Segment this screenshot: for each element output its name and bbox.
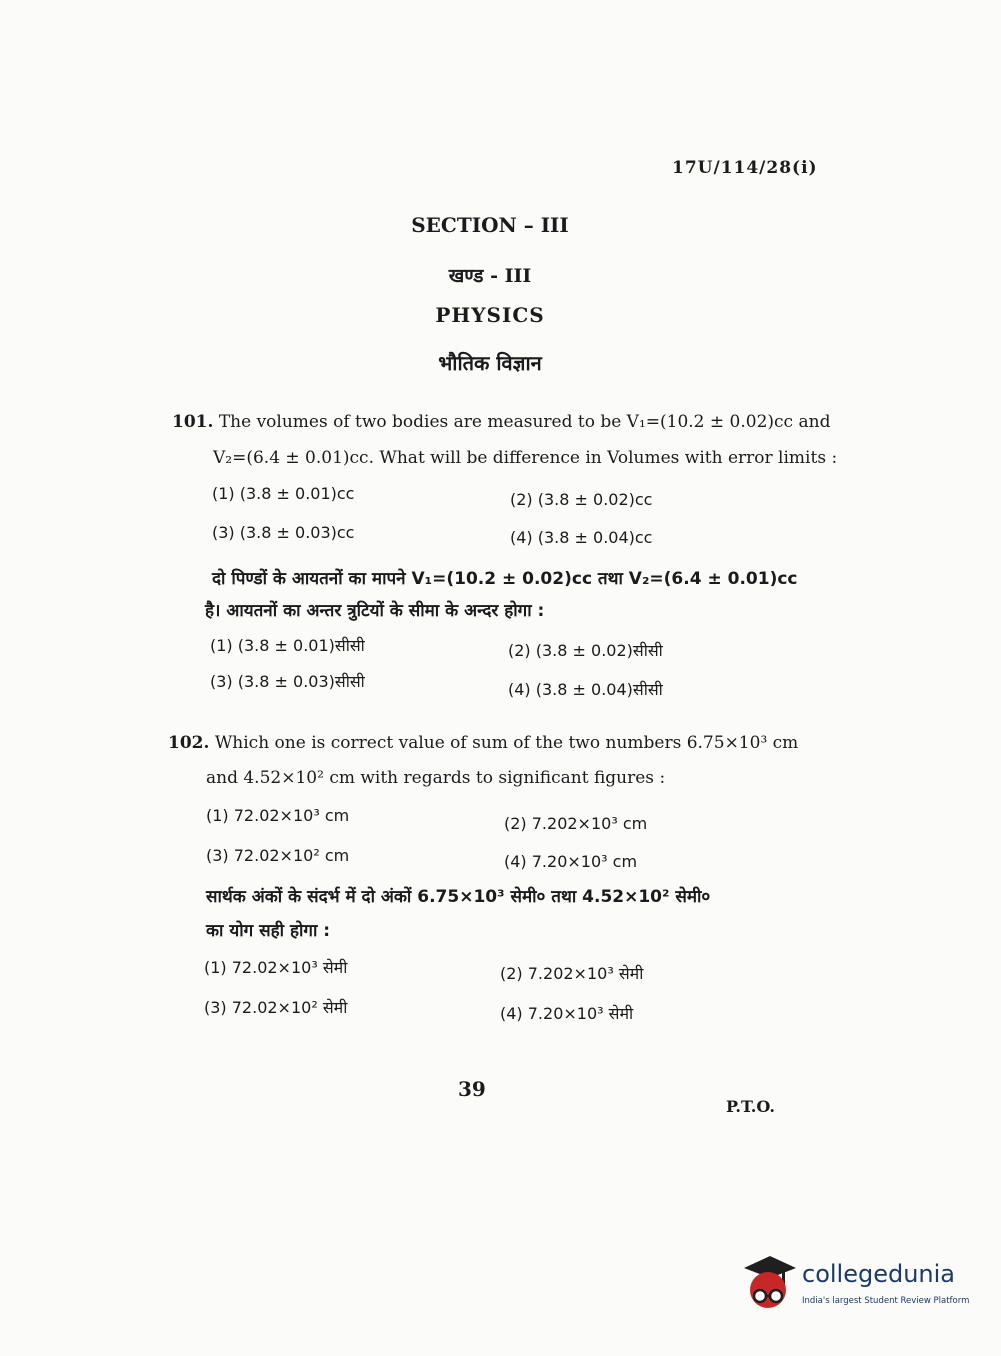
- question-102-line2: and 4.52×10² cm with regards to significant figures :: [206, 768, 666, 788]
- hindi-option-4: (4) 7.20×10³ सेमी: [500, 1004, 634, 1023]
- question-101-hindi-line2: है। आयतनों का अन्तर त्रुटियों के सीमा के अन्दर होगा :: [205, 601, 545, 621]
- question-text: Which one is correct value of sum of the two numbers 6.75×10³ cm: [214, 733, 799, 753]
- mascot-icon: [740, 1252, 798, 1314]
- logo-tagline: India's largest Student Review Platform: [802, 1296, 970, 1306]
- option-2: (2) (3.8 ± 0.02)cc: [510, 490, 653, 509]
- logo-brand: collegedunia: [802, 1260, 956, 1288]
- option-2: (2) 7.202×10³ cm: [504, 814, 648, 833]
- question-number: 101.: [172, 412, 214, 432]
- question-102-hindi-line2: का योग सही होगा :: [206, 921, 331, 941]
- hindi-option-3: (3) 72.02×10² सेमी: [204, 998, 348, 1017]
- hindi-option-2: (2) (3.8 ± 0.02)सीसी: [508, 641, 663, 660]
- question-101-line2: V₂=(6.4 ± 0.01)cc. What will be difference in Volumes with error limits :: [213, 448, 838, 468]
- page-number: 39: [458, 1077, 486, 1101]
- option-4: (4) 7.20×10³ cm: [504, 852, 638, 871]
- hindi-option-3: (3) (3.8 ± 0.03)सीसी: [210, 672, 365, 691]
- section-title-en: SECTION – III: [411, 213, 569, 237]
- hindi-option-1: (1) 72.02×10³ सेमी: [204, 958, 348, 977]
- paper-code: 17U/114/28(i): [672, 158, 818, 178]
- question-text: The volumes of two bodies are measured to be V₁=(10.2 ± 0.02)cc and: [218, 412, 831, 432]
- option-1: (1) (3.8 ± 0.01)cc: [212, 484, 355, 503]
- option-3: (3) (3.8 ± 0.03)cc: [212, 523, 355, 542]
- hindi-option-2: (2) 7.202×10³ सेमी: [500, 964, 644, 983]
- question-101-line1: [172, 412, 830, 432]
- question-number: 102.: [168, 733, 210, 753]
- question-101-hindi-line1: दो पिण्डों के आयतनों का मापने V₁=(10.2 ± 0.02)cc तथा V₂=(6.4 ± 0.01)cc: [212, 569, 798, 589]
- hindi-option-4: (4) (3.8 ± 0.04)सीसी: [508, 680, 663, 699]
- pto-label: P.T.O.: [726, 1097, 775, 1116]
- subject-title-hi: भौतिक विज्ञान: [438, 351, 542, 375]
- option-1: (1) 72.02×10³ cm: [206, 806, 350, 825]
- option-4: (4) (3.8 ± 0.04)cc: [510, 528, 653, 547]
- option-3: (3) 72.02×10² cm: [206, 846, 350, 865]
- hindi-option-1: (1) (3.8 ± 0.01)सीसी: [210, 636, 365, 655]
- question-102-hindi-line1: सार्थक अंकों के संदर्भ में दो अंकों 6.75×10³ सेमी० तथा 4.52×10² सेमी०: [206, 887, 711, 907]
- subject-title-en: PHYSICS: [435, 303, 545, 327]
- question-102-line1: [168, 733, 798, 753]
- section-title-hi: खण्ड - III: [448, 265, 532, 287]
- collegedunia-logo: [740, 1248, 970, 1320]
